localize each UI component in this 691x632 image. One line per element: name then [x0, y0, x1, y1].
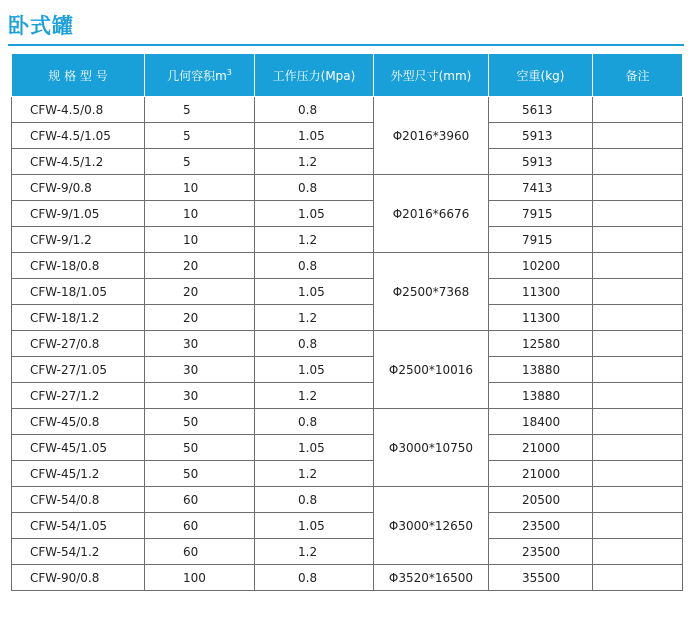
cell-weight: 5913	[489, 123, 593, 149]
cell-weight: 5913	[489, 149, 593, 175]
cell-model: CFW-9/1.05	[12, 201, 145, 227]
cell-dimension: Φ3000*12650	[374, 487, 489, 565]
cell-dimension: Φ3520*16500	[374, 565, 489, 591]
cell-note	[593, 513, 683, 539]
cell-pressure: 0.8	[255, 565, 374, 591]
header-volume-label: 几何容积m	[167, 68, 227, 83]
cell-model: CFW-4.5/0.8	[12, 97, 145, 123]
cell-weight: 21000	[489, 461, 593, 487]
page-title: 卧式罐	[8, 14, 74, 38]
cell-volume: 10	[145, 201, 255, 227]
cell-volume: 30	[145, 331, 255, 357]
cell-note	[593, 201, 683, 227]
cell-pressure: 1.2	[255, 227, 374, 253]
cell-volume: 20	[145, 279, 255, 305]
cell-pressure: 1.2	[255, 461, 374, 487]
cell-weight: 13880	[489, 383, 593, 409]
cell-weight: 5613	[489, 97, 593, 123]
cell-weight: 11300	[489, 279, 593, 305]
table-row	[12, 461, 683, 487]
table-row	[12, 539, 683, 565]
cell-volume: 60	[145, 487, 255, 513]
cell-note	[593, 357, 683, 383]
cell-weight: 13880	[489, 357, 593, 383]
cell-volume: 10	[145, 175, 255, 201]
table-row	[12, 513, 683, 539]
cell-volume: 30	[145, 383, 255, 409]
table-row	[12, 435, 683, 461]
spec-table-body	[12, 97, 683, 591]
spec-table	[11, 53, 683, 591]
cell-weight: 11300	[489, 305, 593, 331]
table-row	[12, 565, 683, 591]
cell-weight: 23500	[489, 513, 593, 539]
cell-model: CFW-27/1.2	[12, 383, 145, 409]
header-dimension: 外型尺寸(mm)	[374, 54, 489, 97]
cell-pressure: 0.8	[255, 253, 374, 279]
cell-model: CFW-18/1.05	[12, 279, 145, 305]
cell-volume: 50	[145, 461, 255, 487]
cell-pressure: 0.8	[255, 409, 374, 435]
cell-weight: 12580	[489, 331, 593, 357]
cell-pressure: 1.05	[255, 357, 374, 383]
cell-note	[593, 565, 683, 591]
cell-model: CFW-45/1.2	[12, 461, 145, 487]
cell-volume: 60	[145, 539, 255, 565]
cell-note	[593, 435, 683, 461]
header-model: 规 格 型 号	[12, 54, 145, 97]
cell-volume: 50	[145, 435, 255, 461]
cell-weight: 7915	[489, 227, 593, 253]
cell-note	[593, 175, 683, 201]
cell-pressure: 0.8	[255, 487, 374, 513]
cell-pressure: 1.2	[255, 539, 374, 565]
cell-note	[593, 149, 683, 175]
cell-model: CFW-18/1.2	[12, 305, 145, 331]
table-row	[12, 201, 683, 227]
header-volume-superscript: 3	[226, 67, 232, 77]
table-header-row	[12, 54, 683, 97]
cell-model: CFW-54/1.05	[12, 513, 145, 539]
cell-volume: 10	[145, 227, 255, 253]
table-row	[12, 97, 683, 123]
header-note: 备注	[593, 54, 683, 97]
cell-model: CFW-45/1.05	[12, 435, 145, 461]
table-row	[12, 123, 683, 149]
cell-note	[593, 123, 683, 149]
cell-note	[593, 487, 683, 513]
cell-volume: 100	[145, 565, 255, 591]
cell-note	[593, 409, 683, 435]
table-row	[12, 279, 683, 305]
table-row	[12, 305, 683, 331]
cell-note	[593, 227, 683, 253]
cell-volume: 50	[145, 409, 255, 435]
title-divider	[8, 44, 684, 46]
cell-pressure: 1.05	[255, 279, 374, 305]
cell-model: CFW-4.5/1.05	[12, 123, 145, 149]
cell-note	[593, 461, 683, 487]
cell-note	[593, 383, 683, 409]
cell-model: CFW-45/0.8	[12, 409, 145, 435]
cell-pressure: 1.05	[255, 435, 374, 461]
table-row	[12, 149, 683, 175]
cell-model: CFW-9/1.2	[12, 227, 145, 253]
cell-weight: 7915	[489, 201, 593, 227]
cell-note	[593, 253, 683, 279]
cell-model: CFW-4.5/1.2	[12, 149, 145, 175]
header-weight: 空重(kg)	[489, 54, 593, 97]
cell-volume: 5	[145, 123, 255, 149]
table-row	[12, 175, 683, 201]
table-row	[12, 227, 683, 253]
header-volume	[145, 54, 255, 97]
cell-pressure: 0.8	[255, 175, 374, 201]
table-row	[12, 331, 683, 357]
cell-volume: 5	[145, 149, 255, 175]
cell-note	[593, 305, 683, 331]
cell-note	[593, 331, 683, 357]
cell-pressure: 1.05	[255, 123, 374, 149]
cell-model: CFW-54/0.8	[12, 487, 145, 513]
table-row	[12, 357, 683, 383]
cell-note	[593, 539, 683, 565]
cell-weight: 7413	[489, 175, 593, 201]
cell-volume: 60	[145, 513, 255, 539]
cell-pressure: 1.2	[255, 149, 374, 175]
table-row	[12, 383, 683, 409]
cell-note	[593, 97, 683, 123]
cell-pressure: 1.2	[255, 383, 374, 409]
cell-model: CFW-18/0.8	[12, 253, 145, 279]
cell-volume: 20	[145, 305, 255, 331]
cell-model: CFW-54/1.2	[12, 539, 145, 565]
cell-dimension: Φ2016*6676	[374, 175, 489, 253]
cell-weight: 10200	[489, 253, 593, 279]
table-row	[12, 409, 683, 435]
cell-weight: 23500	[489, 539, 593, 565]
cell-pressure: 1.05	[255, 201, 374, 227]
cell-volume: 5	[145, 97, 255, 123]
cell-volume: 30	[145, 357, 255, 383]
cell-pressure: 1.2	[255, 305, 374, 331]
cell-dimension: Φ2016*3960	[374, 97, 489, 175]
cell-model: CFW-90/0.8	[12, 565, 145, 591]
table-row	[12, 487, 683, 513]
cell-dimension: Φ2500*7368	[374, 253, 489, 331]
cell-model: CFW-27/1.05	[12, 357, 145, 383]
cell-weight: 21000	[489, 435, 593, 461]
cell-volume: 20	[145, 253, 255, 279]
cell-weight: 18400	[489, 409, 593, 435]
header-pressure: 工作压力(Mpa)	[255, 54, 374, 97]
cell-dimension: Φ3000*10750	[374, 409, 489, 487]
cell-model: CFW-27/0.8	[12, 331, 145, 357]
cell-note	[593, 279, 683, 305]
cell-weight: 35500	[489, 565, 593, 591]
cell-pressure: 0.8	[255, 331, 374, 357]
cell-dimension: Φ2500*10016	[374, 331, 489, 409]
cell-pressure: 0.8	[255, 97, 374, 123]
cell-weight: 20500	[489, 487, 593, 513]
cell-model: CFW-9/0.8	[12, 175, 145, 201]
cell-pressure: 1.05	[255, 513, 374, 539]
table-row	[12, 253, 683, 279]
